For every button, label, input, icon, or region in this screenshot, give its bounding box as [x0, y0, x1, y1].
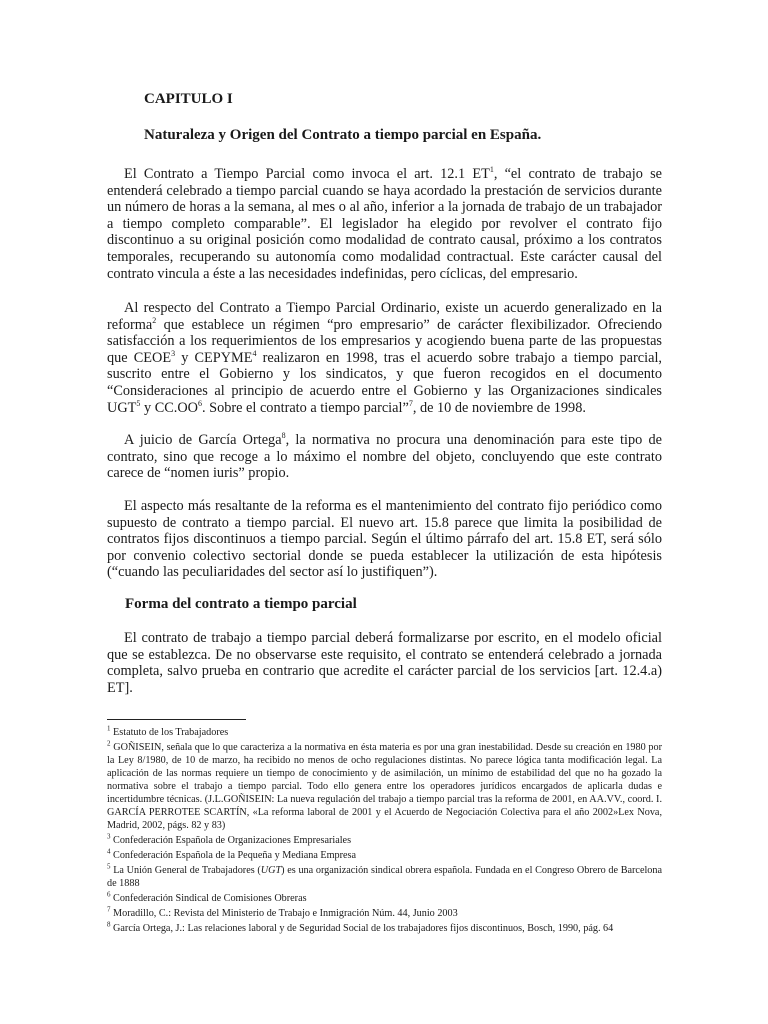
- footnote-7: $^7$ Moradillo, C.: Revista del Ministerio de Trabajo e Inmigración Núm. 44, Junio 2003: [107, 905, 458, 919]
- footnote-ref-7[interactable]: 7: [408, 398, 413, 408]
- footnote-ref-3[interactable]: 3: [171, 349, 176, 359]
- footnote-ref-5[interactable]: 5: [136, 398, 141, 408]
- footnote-6: $^6$ Confederación Sindical de Comisiones Obreras: [107, 890, 307, 904]
- footnote-2: $^2$ GOÑISEIN, señala que lo que caracteriza a la normativa en ésta materia es por una gran inestabilidad. Desde su creación en 1980 por la Ley 8/1980, de 10 de marzo, ha recibido no menos de ocho regulaciones distintas. No parece lógica tanta modificación legal. La aplicación de las normas requiere un tiempo de conocimiento y de asimilación, un mínimo de estabilidad del que no ha gozado la normativa sobre el trabajo a tiempo parcial. Todo ello genera entre los operadores jurídicos encargados de aplicarla dudas e incertidumbre técnicas. (J.L.GOÑISEIN: La nueva regulación del trabajo a tiempo parcial tras la reforma de 2001, en AA.VV., coord. I. GARCÍA PERROTEE SCARTÍN, «La reforma laboral de 2001 y el Acuerdo de Negociación Colectiva para el año 2002»Lex Nova, Madrid, 2002, págs. 82 y 83): [107, 739, 663, 831]
- footnote-separator: [107, 719, 246, 720]
- footnote-1: $^1$ Estatuto de los Trabajadores: [107, 724, 229, 738]
- paragraph-4: El aspecto más resaltante de la reforma es el mantenimiento del contrato fijo periódico como supuesto de contrato a tiempo parcial. El nuevo art. 15.8 parece que limita la posibilidad de contratos fijos discontinuos a tiempo parcial. Según el último párrafo del art. 15.8 ET, será sólo por convenio colectivo sectorial donde se pueda establecer la utilización de esta hipótesis (“cuando las peculiaridades del sector así lo justifiquen”).: [107, 498, 662, 581]
- footnote-8: $^8$ García Ortega, J.: Las relaciones laboral y de Seguridad Social de los trabajadores fijos discontinuos, Bosch, 1990, pág. 64: [107, 920, 614, 934]
- section-subheading: Forma del contrato a tiempo parcial: [125, 596, 357, 612]
- footnote-ref-2[interactable]: 2: [152, 315, 157, 325]
- footnote-ref-6[interactable]: 6: [197, 398, 202, 408]
- paragraph-5: El contrato de trabajo a tiempo parcial deberá formalizarse por escrito, en el modelo oficial que se establezca. De no observarse este requisito, el contrato se entenderá celebrado a jornada completa, salvo prueba en contrario que acredite el carácter parcial de los servicios [art. 12.4.a) ET].: [107, 630, 662, 696]
- chapter-title: Naturaleza y Origen del Contrato a tiempo parcial en España.: [144, 127, 542, 143]
- footnote-ref-8[interactable]: 8: [281, 431, 286, 441]
- footnotes: [107, 726, 662, 937]
- footnote-ref-1[interactable]: 1: [489, 165, 494, 175]
- footnote-ref-4[interactable]: 4: [252, 349, 257, 359]
- paragraph-3: A juicio de García Ortega$^8$, la normativa no procura una denominación para este tipo de contrato, sino que recoge a lo máximo el nombre del objeto, concluyendo que este contrato carece de “nomen iuris” propio.: [107, 431, 662, 482]
- chapter-heading: CAPITULO I: [144, 91, 233, 107]
- paragraph-2: Al respecto del Contrato a Tiempo Parcial Ordinario, existe un acuerdo generalizado en la reforma$^2$ que establece un régimen “pro empresario” de carácter flexibilizador. Ofreciendo satisfacción a los requerimientos de los empresarios y acogiendo buena parte de las propuestas que CEOE$^3$ y CEPYME$^4$ realizaron en 1998, tras el acuerdo sobre trabajo a tiempo parcial, suscrito entre el Gobierno y los sindicatos, y que fueron recogidos en el documento “Consideraciones al principio de acuerdo entre el Gobierno y las Organizaciones sindicales UGT$^5$ y $CC.OO^6$. Sobre el contrato a tiempo parcial”$^7$, de 10 de noviembre de 1998.: [107, 300, 662, 416]
- footnote-4: $^4$ Confederación Española de la Pequeña y Mediana Empresa: [107, 847, 357, 861]
- footnote-3: $^3$ Confederación Española de Organizaciones Empresariales: [107, 832, 352, 846]
- footnote-5: $^5$ La Unión General de Trabajadores (UGT) es una organización sindical obrera española. Fundada en el Congreso Obrero de Barcelona de 1888: [107, 862, 663, 889]
- paragraph-1: El Contrato a Tiempo Parcial como invoca el art. 12.1 $ET^1$, “el contrato de trabajo se entenderá celebrado a tiempo parcial cuando se haya acordado la prestación de servicios durante un número de horas a la semana, al mes o al año, inferior a la jornada de trabajo de un trabajador a tiempo completo comparable”. El legislador ha elegido por revolver el contrato fijo discontinuo a su original posición como modalidad de contrato causal, próximo a los contratos temporales, recuperando su autonomía como modalidad contractual. Este carácter causal del contrato vincula a éste a las necesidades indefinidas, pero cíclicas, del empresario.: [107, 165, 662, 282]
